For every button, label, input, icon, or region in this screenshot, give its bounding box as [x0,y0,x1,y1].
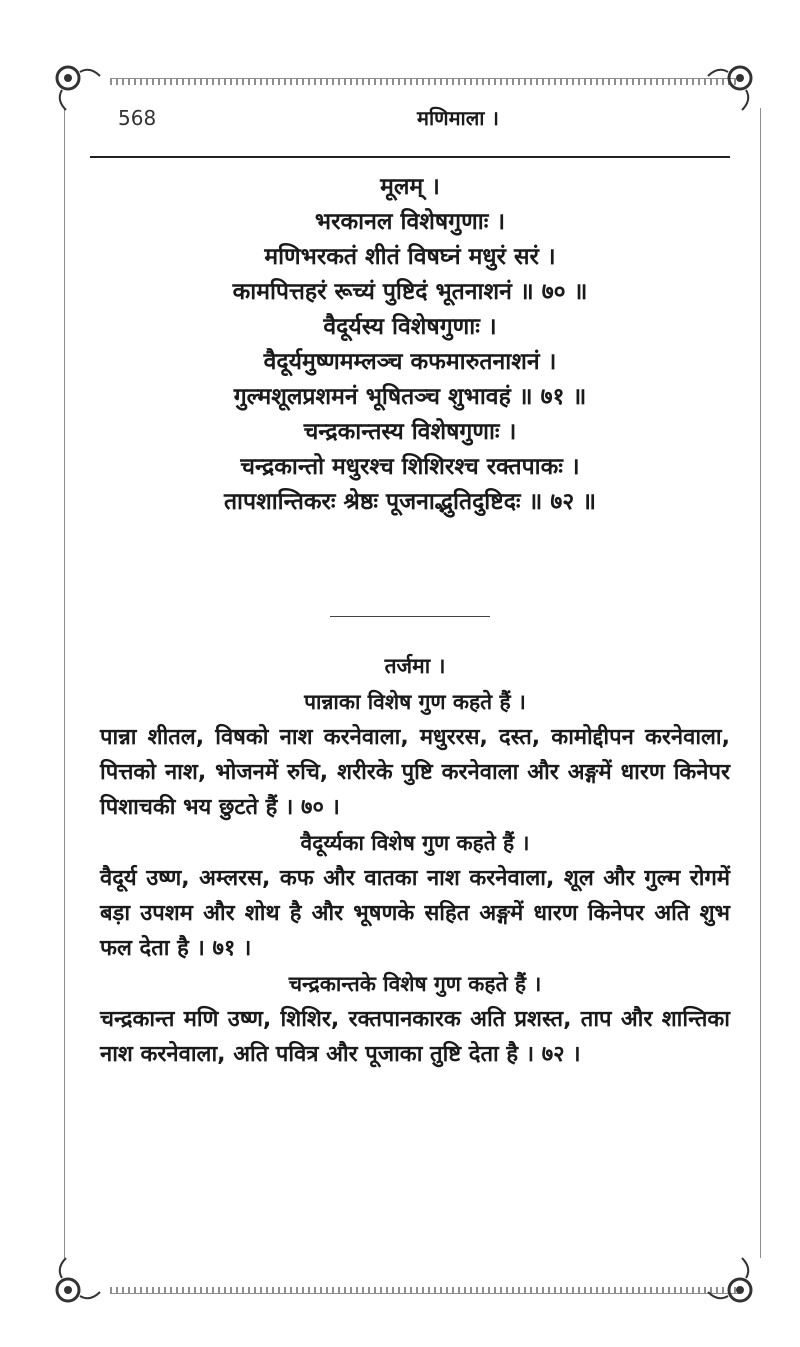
verse-line: कामपित्तहरं रूच्यं पुष्टिदं भूतनाशनं ॥ ७० ॥ [232,279,588,305]
ornamental-border-bottom [110,1287,740,1294]
ornamental-border-top [110,78,740,85]
section-paragraph: वैदूर्य उष्ण, अम्लरस, कफ और वातका नाश करनेवाला, शूल और गुल्म रोगमें बड़ा उपशम और शोथ है और भूषणके सहित अङ्गमें धारण किनेपर अति शुभ फल देता है । ७१ । [100,866,730,961]
sanskrit-verse-block [90,170,730,520]
section-divider [330,616,490,617]
header-rule [90,156,730,158]
page-number: 568 [118,106,157,130]
section-heading: वैदूर्य्यका विशेष गुण कहते हैं । [300,831,530,855]
verse-line: वैदूर्यस्य विशेषगुणाः । [323,314,497,340]
verse-line: भरकानल विशेषगुणाः । [314,209,506,235]
section-heading: चन्द्रकान्तके विशेष गुण कहते हैं । [288,972,542,996]
ornamental-border-right [756,108,761,1258]
section-paragraph: चन्द्रकान्त मणि उष्ण, शिशिर, रक्तपानकारक अति प्रशस्त, ताप और शान्तिका नाश करनेवाला, अति पवित्र और पूजाका तुष्टि देता है । ७२ । [100,1007,730,1067]
section-paragraph: पान्ना शीतल, विषको नाश करनेवाला, मधुररस, दस्त, कामोद्दीपन करनेवाला, पित्तको नाश, भोजनमें रुचि, शरीरके पुष्टि करनेवाला और अङ्गमें धारण किनेपर पिशाचकी भय छुटते हैं । ७० । [100,725,730,820]
verse-line: वैदूर्यमुष्णमम्लञ्च कफमारुतनाशनं । [263,349,557,375]
running-title: मणिमाला । [416,106,500,130]
verse-heading: मूलम् । [380,174,440,200]
commentary-title: तर्जमा । [384,654,446,678]
verse-line: चन्द्रकान्तो मधुरश्च शिशिरश्च रक्तपाकः । [240,454,580,480]
corner-ornament-icon [52,62,108,118]
verse-line: गुल्मशूलप्रशमनं भूषितञ्च शुभावहं ॥ ७१ ॥ [233,384,587,410]
page-header [118,100,738,136]
verse-line: चन्द्रकान्तस्य विशेषगुणाः । [303,419,517,445]
corner-ornament-icon [700,1250,756,1306]
translation-commentary [100,648,730,1072]
ornamental-border-left [64,108,69,1258]
verse-line: तापशान्तिकरः श्रेष्ठः पूजनाद्भुतिदुष्टिदः ॥ ७२ ॥ [223,489,597,515]
section-heading: पान्नाका विशेष गुण कहते हैं । [304,690,526,714]
corner-ornament-icon [52,1250,108,1306]
verse-line: मणिभरकतं शीतं विषघ्नं मधुरं सरं । [264,244,556,270]
